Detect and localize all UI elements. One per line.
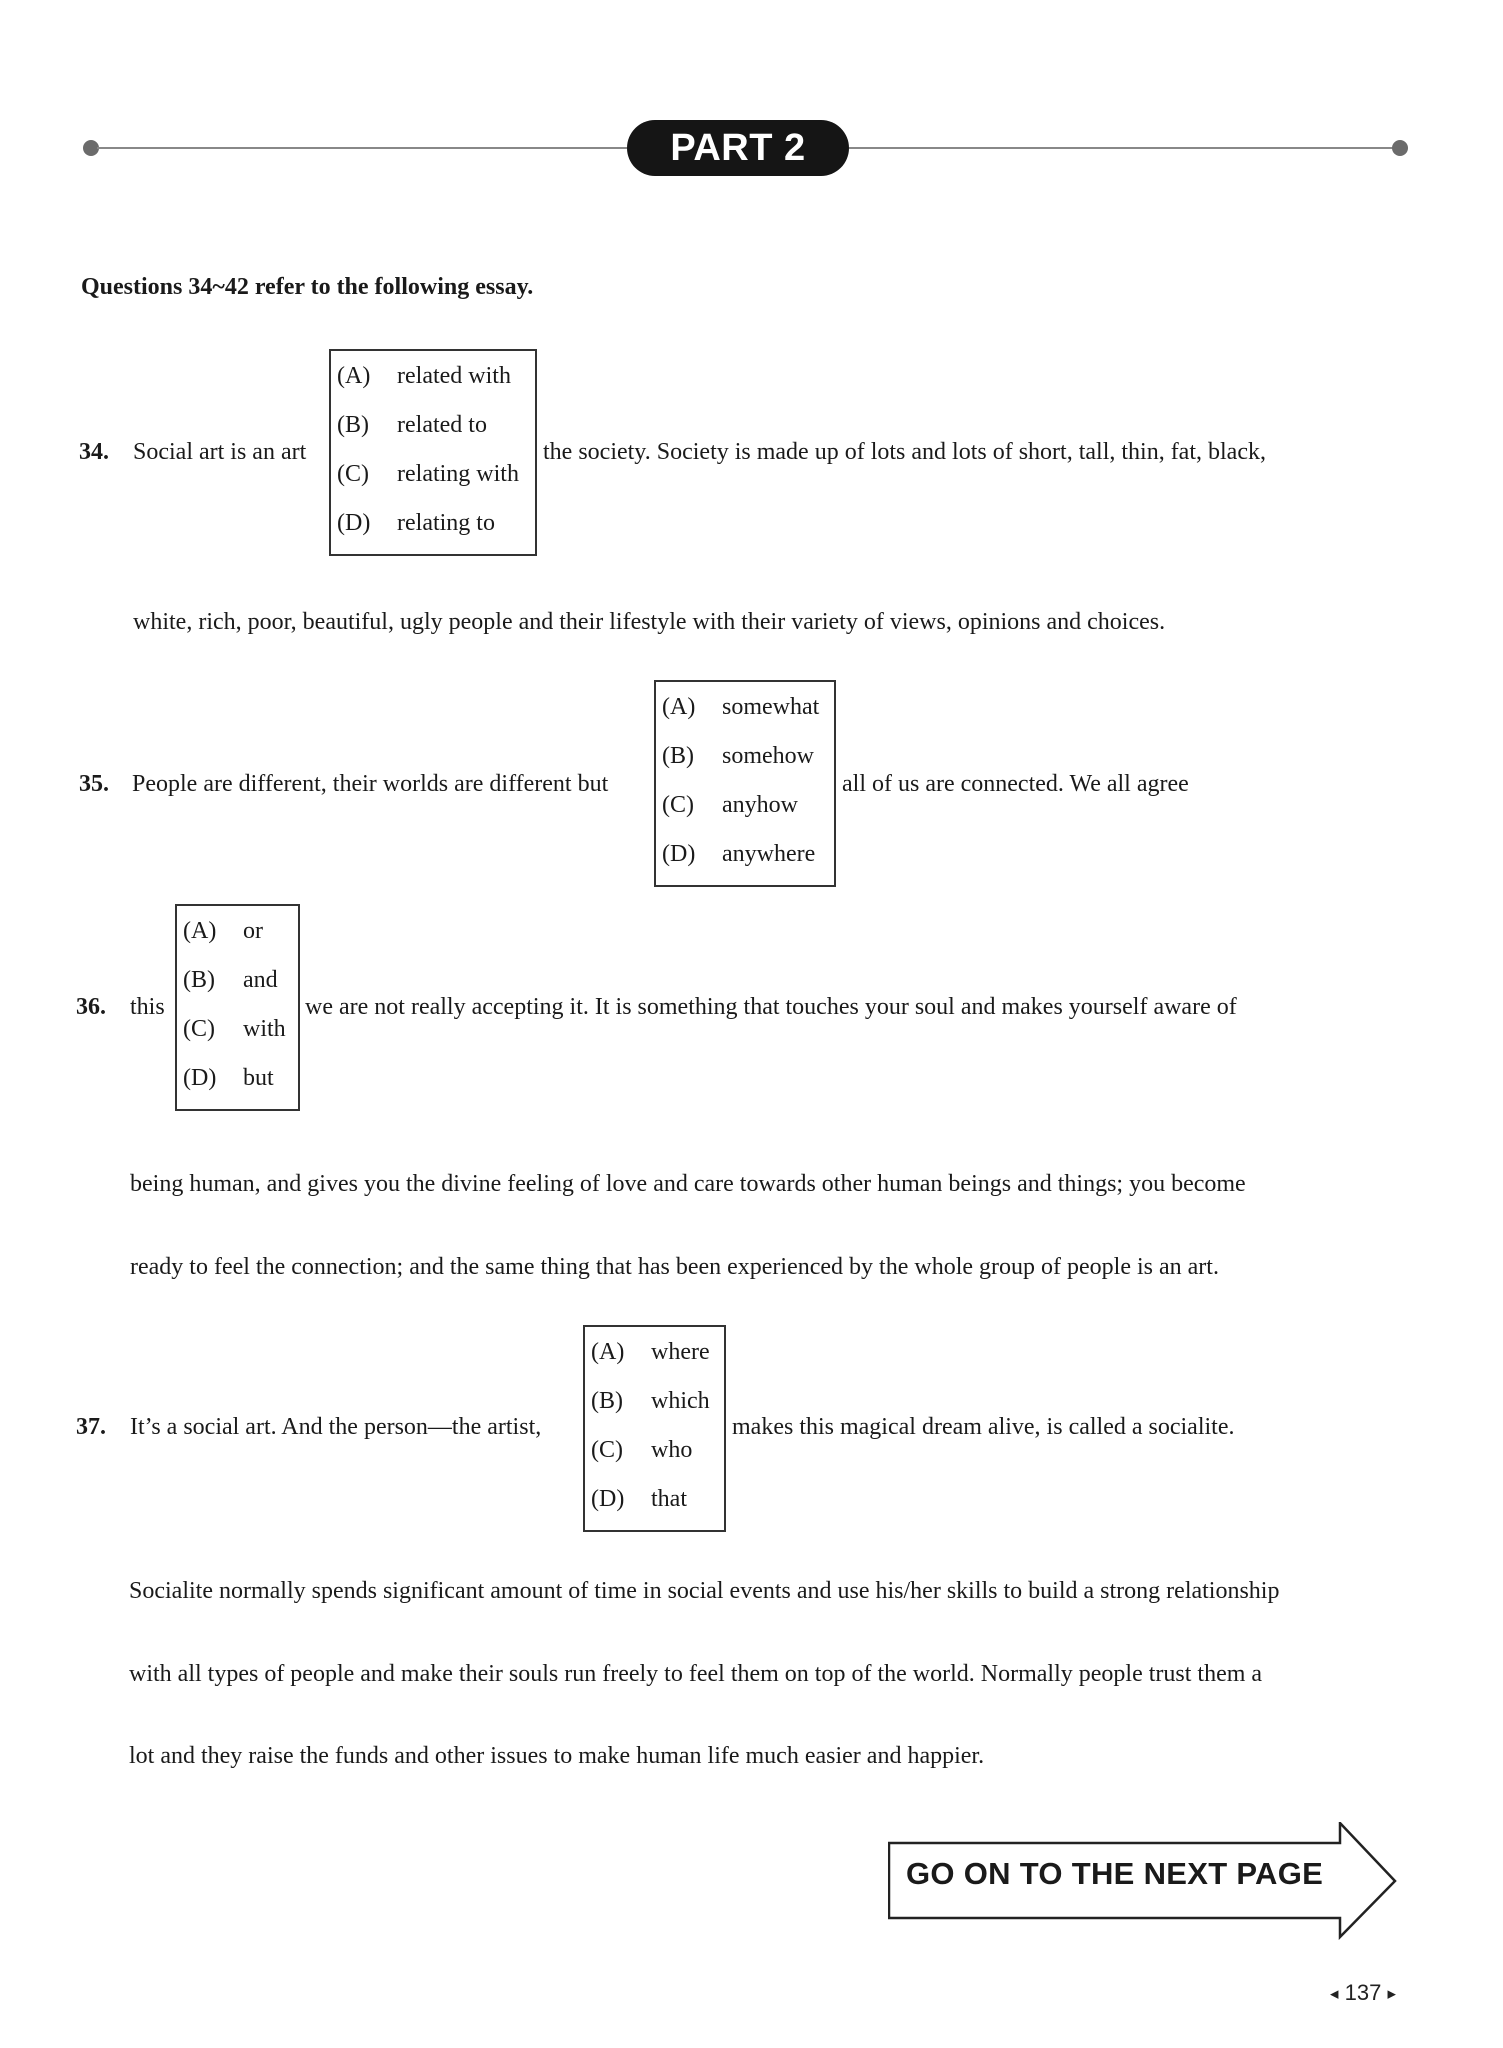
answer-options	[654, 680, 836, 887]
continuation-line: being human, and gives you the divine feeling of love and care towards other human beings and things; you become	[130, 1171, 1246, 1197]
option-b[interactable]: (B) which	[591, 1388, 710, 1414]
option-a[interactable]: (A) or	[183, 918, 263, 944]
rule-right-dot	[1392, 140, 1408, 156]
question-text-before: this	[130, 994, 165, 1020]
continuation-line: lot and they raise the funds and other issues to make human life much easier and happier.	[129, 1743, 985, 1769]
part-title: PART 2	[627, 120, 849, 176]
option-d[interactable]: (D) relating to	[337, 510, 495, 536]
header-rule-left	[97, 147, 627, 149]
question-number: 34.	[79, 439, 109, 465]
option-a[interactable]: (A) where	[591, 1339, 710, 1365]
header-rule-right	[849, 147, 1397, 149]
option-a[interactable]: (A) related with	[337, 363, 511, 389]
continuation-line: with all types of people and make their souls run freely to feel them on top of the world. Normally people trust them a	[129, 1661, 1263, 1687]
question-text-after: the society. Society is made up of lots and lots of short, tall, thin, fat, black,	[543, 439, 1266, 465]
answer-options	[583, 1325, 726, 1532]
option-d[interactable]: (D) anywhere	[662, 841, 816, 867]
question-text-before: People are different, their worlds are different but	[132, 771, 609, 797]
prev-triangle-icon: ◀	[1330, 1988, 1339, 2001]
option-a[interactable]: (A) somewhat	[662, 694, 820, 720]
option-b[interactable]: (B) somehow	[662, 743, 814, 769]
option-c[interactable]: (C) with	[183, 1016, 286, 1042]
option-b[interactable]: (B) and	[183, 967, 278, 993]
option-c[interactable]: (C) relating with	[337, 461, 519, 487]
continuation-line: white, rich, poor, beautiful, ugly people and their lifestyle with their variety of views, opinions and choices.	[133, 609, 1166, 635]
question-text-after: we are not really accepting it. It is something that touches your soul and makes yourself aware of	[305, 994, 1237, 1020]
option-c[interactable]: (C) who	[591, 1437, 693, 1463]
next-page-button[interactable]: GO ON TO THE NEXT PAGE	[906, 1856, 1324, 1891]
option-c[interactable]: (C) anyhow	[662, 792, 798, 818]
question-text-after: makes this magical dream alive, is called a socialite.	[732, 1414, 1235, 1440]
question-text-before: Social art is an art	[133, 439, 307, 465]
continuation-line: ready to feel the connection; and the same thing that has been experienced by the whole group of people is an art.	[130, 1254, 1219, 1280]
question-number: 37.	[76, 1414, 106, 1440]
question-number: 36.	[76, 994, 106, 1020]
option-d[interactable]: (D) that	[591, 1486, 687, 1512]
question-number: 35.	[79, 771, 109, 797]
page-number: ◀ 137 ▶	[1330, 1980, 1396, 2005]
question-text-before: It’s a social art. And the person—the artist,	[130, 1414, 542, 1440]
option-b[interactable]: (B) related to	[337, 412, 487, 438]
answer-options	[175, 904, 300, 1111]
question-text-after: all of us are connected. We all agree	[842, 771, 1189, 797]
option-d[interactable]: (D) but	[183, 1065, 274, 1091]
next-triangle-icon: ▶	[1387, 1988, 1396, 2001]
answer-options	[329, 349, 537, 556]
continuation-line: Socialite normally spends significant amount of time in social events and use his/her skills to build a strong relationship	[129, 1578, 1280, 1604]
instructions: Questions 34~42 refer to the following essay.	[81, 274, 534, 300]
